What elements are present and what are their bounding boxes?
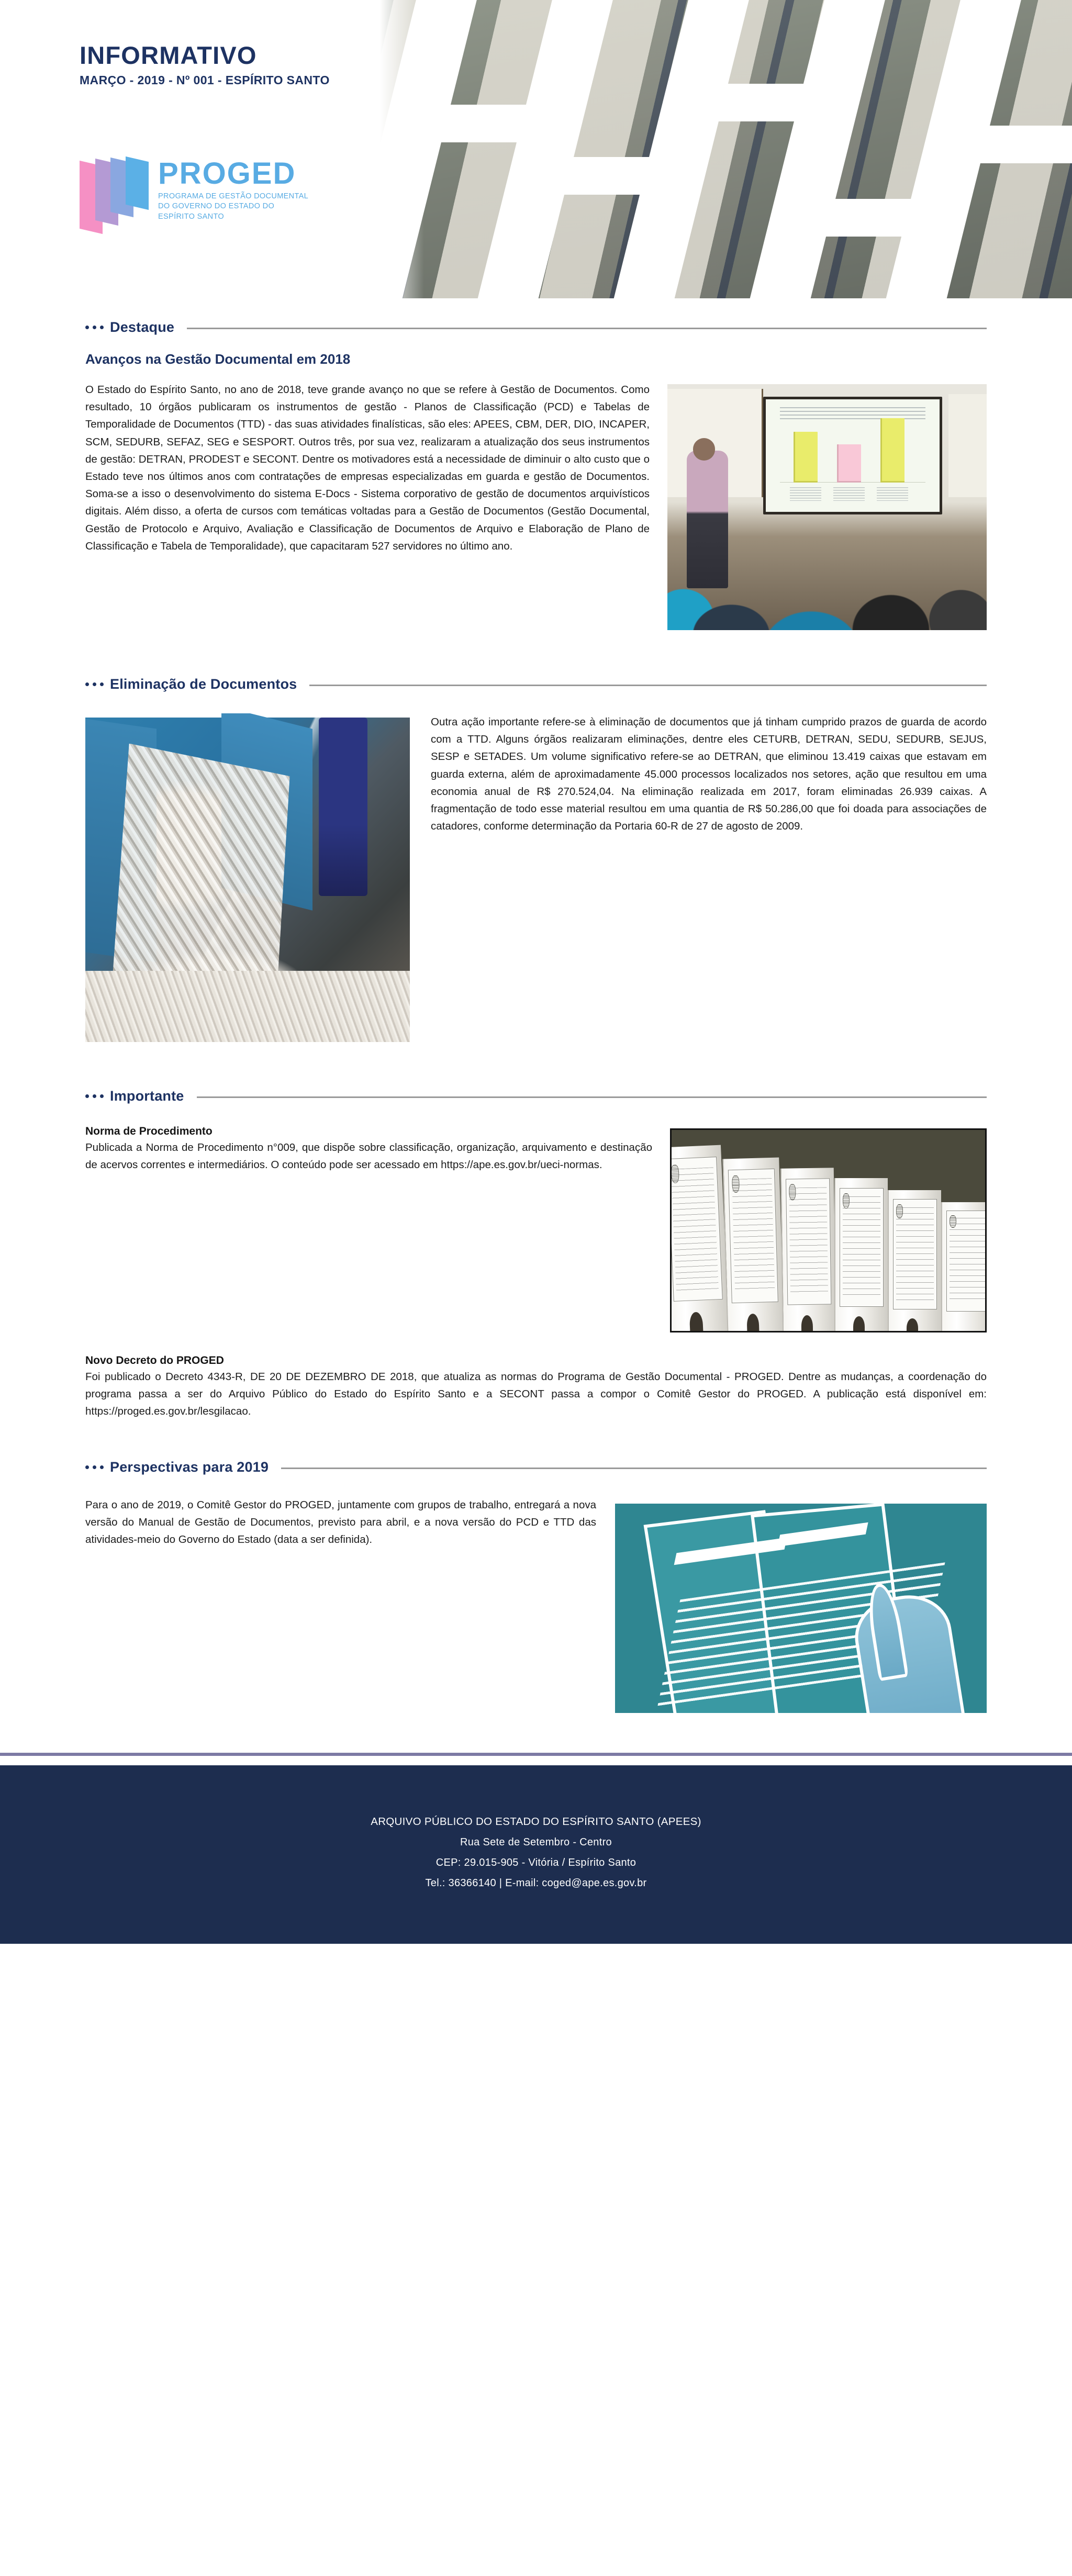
photo-presenter bbox=[687, 451, 728, 588]
section-rule bbox=[187, 328, 987, 329]
section-heading-importante bbox=[85, 1088, 987, 1104]
archive-box-hole bbox=[689, 1312, 704, 1332]
header-notch bbox=[807, 199, 947, 237]
importante-body bbox=[85, 1125, 987, 1341]
archive-box bbox=[941, 1202, 987, 1332]
section-rule bbox=[281, 1468, 987, 1469]
spacer bbox=[85, 1049, 987, 1088]
paragraph-destaque: O Estado do Espírito Santo, no ano de 2018, teve grande avanço no que se refere à Gestão de Documentos. Como resultado, 10 órgãos publicaram os instrumentos de gestão - Planos de Classificação (PCD) e Tabelas de Temporalidade de Documentos (TTD) - das suas atividades finalísticas, são eles: APEES, CBM, DER, DIO, INCAPER, SCM, SEDURB, SEFAZ, SEG e SESPORT. Outros três, por sua vez, realizaram a atualização dos seus instrumentos de gestão: DETRAN, PRODEST e SECONT. Dentre os motivadores está a necessidade de diminuir o alto custo que o Estado teve nos últimos anos com contratações de empresas especializadas em guarda e gestão de Documentos. Soma-se a isso o desenvolvimento do sistema E-Docs - Sistema corporativo de gestão de documentos arquivísticos digitais. Além disso, a oferta de cursos com temáticas voltadas para a Gestão de Documentos (Gestão Documental, Gestão de Protocolo e Arquivo, Avaliação e Classificação de Documentos de Arquivo e Elaboração de Plano de Classificação e Tabela de Temporalidade), que capacitaram 527 servidores no último ano. bbox=[85, 384, 650, 552]
photo-curso-gestao-documental bbox=[667, 384, 987, 630]
proged-logo-text bbox=[158, 157, 308, 222]
section-heading-destaque bbox=[85, 319, 987, 335]
footer-address: Rua Sete de Setembro - Centro bbox=[460, 1836, 612, 1848]
spacer bbox=[85, 367, 987, 381]
archive-box-label-rows bbox=[671, 1167, 719, 1291]
footer-contact: Tel.: 36366140 | E-mail: coged@ape.es.gov.br bbox=[425, 1877, 647, 1889]
perspectivas-body bbox=[85, 1496, 987, 1723]
proged-tagline bbox=[158, 192, 308, 222]
header-notch bbox=[671, 84, 811, 121]
three-dots-icon bbox=[85, 1465, 104, 1469]
archive-box bbox=[670, 1145, 729, 1332]
footer-cep: CEP: 29.015-905 - Vitória / Espírito Santo bbox=[436, 1856, 636, 1868]
archive-box-label bbox=[786, 1178, 831, 1305]
section-title: Eliminação de Documentos bbox=[110, 676, 297, 692]
section-rule bbox=[197, 1096, 987, 1098]
section-heading-perspectivas bbox=[85, 1459, 987, 1475]
page-content bbox=[0, 298, 1072, 1723]
archive-box-hole bbox=[801, 1315, 813, 1332]
archive-box-label-rows bbox=[950, 1218, 987, 1304]
eliminacao-body bbox=[85, 713, 987, 1049]
archive-box bbox=[780, 1168, 835, 1332]
archive-box-label-rows bbox=[896, 1207, 934, 1301]
header-banner-photo bbox=[356, 0, 1072, 298]
spacer bbox=[85, 692, 987, 713]
archive-box bbox=[888, 1190, 941, 1332]
paragraph-norma-de-procedimento: Publicada a Norma de Procedimento n°009, que dispõe sobre classificação, organização, arquivamento e destinação de acervos correntes e intermediários. O conteúdo pode ser acessado em https://ape.es.gov.br/ueci-normas. bbox=[85, 1141, 652, 1171]
archive-box-label bbox=[728, 1168, 778, 1303]
section-heading-eliminacao bbox=[85, 676, 987, 692]
archive-box-label-rows bbox=[789, 1188, 828, 1296]
destaque-body bbox=[85, 381, 987, 637]
spacer bbox=[85, 298, 987, 319]
slide-chart-bar bbox=[837, 444, 861, 483]
masthead bbox=[80, 43, 330, 87]
three-dots-icon bbox=[85, 1094, 104, 1098]
three-dots-icon bbox=[85, 682, 104, 686]
section-rule bbox=[309, 685, 987, 686]
archive-box-hole bbox=[853, 1316, 865, 1332]
archive-box-hole bbox=[907, 1318, 918, 1332]
archive-box-label bbox=[840, 1188, 884, 1307]
archive-box bbox=[834, 1178, 888, 1332]
illustration-documento-toque bbox=[615, 1504, 987, 1713]
archive-box-label bbox=[946, 1211, 987, 1312]
photo-floor-debris bbox=[85, 971, 410, 1042]
spacer bbox=[85, 637, 987, 676]
slide-chart-label bbox=[790, 487, 821, 501]
photo-caixas-arquivo bbox=[670, 1128, 987, 1332]
proged-tagline-line-1: PROGRAMA DE GESTÃO DOCUMENTAL bbox=[158, 192, 309, 201]
proged-logo bbox=[80, 157, 308, 240]
section-title: Importante bbox=[110, 1088, 184, 1104]
three-dots-icon bbox=[85, 326, 104, 329]
slide-chart-bar bbox=[794, 432, 818, 483]
slide-chart-label bbox=[877, 487, 908, 501]
footer-gap bbox=[0, 1756, 1072, 1765]
proged-tagline-line-3: ESPÍRITO SANTO bbox=[158, 212, 225, 221]
section-title: Destaque bbox=[110, 319, 175, 335]
masthead-title: INFORMATIVO bbox=[80, 41, 257, 69]
page-footer bbox=[0, 1765, 1072, 1944]
slide-chart-bar bbox=[880, 418, 904, 483]
archive-box-label bbox=[670, 1157, 723, 1302]
photo-presenter-head bbox=[693, 438, 716, 460]
header-identity bbox=[0, 0, 398, 298]
logo-page-blue bbox=[126, 156, 149, 210]
proged-pages-icon bbox=[80, 160, 147, 240]
paragraph-perspectivas: Para o ano de 2019, o Comitê Gestor do PROGED, juntamente com grupos de trabalho, entregará a nova versão do Manual de Gestão de Documentos, previsto para abril, e a nova versão do PCD e TTD das atividades-meio do Governo do Estado (data a ser definida). bbox=[85, 1498, 596, 1546]
subheading-novo-decreto: Novo Decreto do PROGED bbox=[85, 1354, 224, 1367]
masthead-issue-line: MARÇO - 2019 - Nº 001 - ESPÍRITO SANTO bbox=[80, 73, 330, 87]
paragraph-eliminacao: Outra ação importante refere-se à eliminação de documentos que já tinham cumprido prazos de guarda de acordo com a TTD. Alguns órgãos realizaram eliminações, dentre eles CETURB, DETRAN, SEDU, SEDURB, SEJUS, SESP e SETADES. Um volume significativo refere-se ao DETRAN, que eliminou 13.419 caixas que estavam em guarda externa, além de aproximadamente 45.000 processos localizados nos setores, ação que resultou em uma economia anual de R$ 270.524,04. Na eliminação realizada em 2017, foram eliminadas 26.939 caixas. A fragmentação de todo esse material resultou em uma quantia de R$ 50.286,00 que foi doada para associações de catadores, conforme determinação da Portaria 60-R de 27 de agosto de 2009. bbox=[431, 716, 987, 833]
archive-box bbox=[722, 1157, 784, 1332]
archive-box-hole bbox=[746, 1314, 760, 1332]
archive-box-label-rows bbox=[843, 1196, 880, 1298]
spacer bbox=[85, 1475, 987, 1496]
archive-box-label bbox=[893, 1199, 937, 1309]
photo-projection-screen bbox=[763, 397, 942, 515]
subheading-norma-de-procedimento: Norma de Procedimento bbox=[85, 1125, 213, 1137]
photo-fragmentacao-documentos bbox=[85, 718, 410, 1042]
archive-box-label-rows bbox=[732, 1178, 775, 1293]
header-notch bbox=[534, 157, 675, 195]
section-title: Perspectivas para 2019 bbox=[110, 1459, 269, 1475]
proged-wordmark: PROGED bbox=[158, 156, 296, 191]
footer-organization: ARQUIVO PÚBLICO DO ESTADO DO ESPÍRITO SANTO (APEES) bbox=[371, 1815, 701, 1828]
article-title-destaque: Avanços na Gestão Documental em 2018 bbox=[85, 351, 351, 367]
slide-chart-label bbox=[833, 487, 865, 501]
spacer bbox=[85, 1104, 987, 1125]
proged-tagline-line-2: DO GOVERNO DO ESTADO DO bbox=[158, 202, 275, 211]
paragraph-novo-decreto: Foi publicado o Decreto 4343-R, DE 20 DE DEZEMBRO DE 2018, que atualiza as normas do Programa de Gestão Documental - PROGED. Dentre as mudanças, a coordenação do programa passa a ser do Arquivo Público do Estado do Espírito Santo e a SECONT passa a compor o Comitê Gestor do PROGED. A publicação está disponível em: https://proged.es.gov.br/lesgilacao. bbox=[85, 1371, 987, 1418]
importante-item-decreto bbox=[85, 1354, 987, 1420]
photo-whiteboard-right bbox=[948, 394, 987, 497]
spacer bbox=[85, 1420, 987, 1459]
photo-worker bbox=[319, 718, 367, 896]
page-header bbox=[0, 0, 1072, 298]
slide-chart-title bbox=[780, 407, 926, 420]
header-notch bbox=[943, 126, 1072, 163]
spacer bbox=[85, 1341, 987, 1354]
